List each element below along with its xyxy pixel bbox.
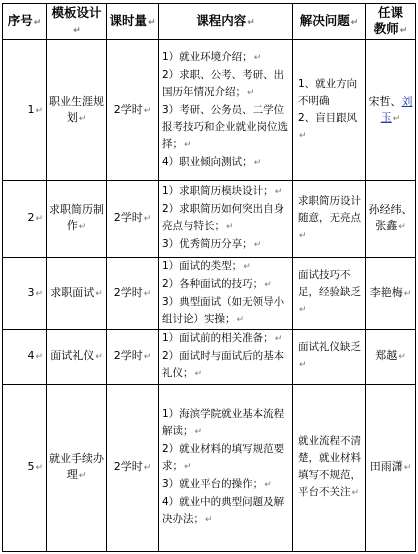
content-item: 3）优秀简历分享；↵ <box>162 238 262 251</box>
paragraph-mark: ↵ <box>194 369 203 380</box>
teacher-name: 李艳梅 <box>369 285 403 299</box>
paragraph-mark: ↵ <box>299 130 307 141</box>
content-item: 4）就业中的典型问题及解决办法；↵ <box>162 496 285 526</box>
paragraph-mark: ↵ <box>299 230 307 241</box>
content-list <box>162 258 290 329</box>
paragraph-mark: ↵ <box>95 288 103 299</box>
cell-content <box>159 384 293 551</box>
cell-teacher <box>366 40 416 181</box>
problem-text: 面试技巧不足，经验缺乏 <box>298 269 361 299</box>
cell-module <box>47 330 107 384</box>
paragraph-mark: ↵ <box>35 352 43 363</box>
cell-idx <box>3 40 47 181</box>
paragraph-mark: ↵ <box>205 515 213 526</box>
problem-text: 面试礼仪缺乏 <box>298 341 361 354</box>
paragraph-mark: ↵ <box>143 214 152 225</box>
paragraph-mark: ↵ <box>226 222 234 233</box>
header-module: 模板设计↵ <box>47 4 107 40</box>
row-index: 1 <box>27 102 35 116</box>
cell-hours <box>107 181 159 258</box>
paragraph-mark: ↵ <box>253 52 262 63</box>
header-row <box>3 4 416 40</box>
paragraph-mark: ↵ <box>264 279 272 290</box>
problem-text: 就业流程不清楚，就业材料填写不规范，平台不关注 <box>298 435 361 499</box>
cell-teacher <box>366 330 416 384</box>
cell-hours <box>107 40 159 181</box>
paragraph-mark: ↵ <box>78 113 87 124</box>
content-item: 4）职业倾向测试；↵ <box>162 155 262 168</box>
cell-hours <box>107 330 159 384</box>
header-problem: 解决问题↵ <box>293 4 366 40</box>
content-item: 2）求职、公考、考研、出国历年情况介绍；↵ <box>162 68 285 98</box>
content-item: 1）就业环境介绍；↵ <box>162 50 262 63</box>
row-index: 5 <box>27 460 35 474</box>
hours-value: 2学时 <box>113 211 143 225</box>
teacher-name: 郑越 <box>375 349 398 363</box>
cell-content <box>159 181 293 258</box>
header-content: 课程内容↵ <box>159 4 293 40</box>
paragraph-mark: ↵ <box>253 240 262 251</box>
cell-content <box>159 330 293 384</box>
content-item: 3）典型面试（如无领导小组讨论）实操；↵ <box>162 295 285 325</box>
content-item: 3）就业平台的操作；↵ <box>162 478 272 491</box>
row-index: 2 <box>27 211 35 225</box>
paragraph-mark: ↵ <box>35 288 43 299</box>
paragraph-mark: ↵ <box>35 214 43 225</box>
row-index: 4 <box>27 349 35 363</box>
paragraph-mark: ↵ <box>243 261 251 272</box>
cell-problem <box>293 40 366 181</box>
content-list <box>162 49 290 172</box>
hours-value: 2学时 <box>113 102 143 116</box>
teacher-name: 田雨潇 <box>369 460 403 474</box>
course-table <box>2 3 416 552</box>
content-item: 2）各种面试的技巧；↵ <box>162 277 272 290</box>
cell-module <box>47 181 107 258</box>
hours-value: 2学时 <box>113 349 143 363</box>
table-row <box>3 40 416 181</box>
cell-problem <box>293 330 366 384</box>
table-row <box>3 330 416 384</box>
cell-module <box>47 384 107 551</box>
paragraph-mark: ↵ <box>351 488 360 499</box>
table-row <box>3 384 416 551</box>
content-item: 1）面试的类型；↵ <box>162 259 251 272</box>
paragraph-mark: ↵ <box>264 480 272 491</box>
paragraph-mark: ↵ <box>274 187 283 198</box>
teacher-name: 宋哲、刘玉 <box>368 94 413 124</box>
paragraph-mark: ↵ <box>78 222 87 233</box>
teacher-name: 孙经纬、张鑫 <box>368 203 413 233</box>
paragraph-mark: ↵ <box>403 463 412 474</box>
cell-module <box>47 40 107 181</box>
module-name: 就业手续办理 <box>49 452 104 482</box>
paragraph-mark: ↵ <box>184 139 192 150</box>
cell-idx <box>3 257 47 330</box>
paragraph-mark: ↵ <box>143 105 152 116</box>
hours-value: 2学时 <box>113 460 143 474</box>
paragraph-mark: ↵ <box>247 87 255 98</box>
paragraph-mark: ↵ <box>78 471 87 482</box>
table-row <box>3 257 416 330</box>
module-name: 求职面试 <box>50 285 95 299</box>
hours-value: 2学时 <box>113 285 143 299</box>
paragraph-mark: ↵ <box>143 463 152 474</box>
paragraph-mark: ↵ <box>299 360 307 371</box>
paragraph-mark: ↵ <box>194 427 203 438</box>
paragraph-mark: ↵ <box>392 113 401 124</box>
cell-hours <box>107 257 159 330</box>
table-row <box>3 181 416 258</box>
content-item: 2）就业材料的填写规范要求；↵ <box>162 443 285 473</box>
content-item: 1）面试前的相关准备；↵ <box>162 332 283 345</box>
module-name: 面试礼仪 <box>50 349 95 363</box>
content-item: 1）求职简历模块设计；↵ <box>162 185 283 198</box>
paragraph-mark: ↵ <box>35 463 43 474</box>
cell-idx <box>3 330 47 384</box>
header-teacher: 任课 教师↵ <box>366 4 416 40</box>
paragraph-mark: ↵ <box>184 462 192 473</box>
cell-hours <box>107 384 159 551</box>
header-hours: 课时量↵ <box>107 4 159 40</box>
header-idx: 序号↵ <box>3 4 47 40</box>
cell-teacher <box>366 257 416 330</box>
content-item: 2）面试时与面试后的基本礼仪；↵ <box>162 350 285 380</box>
content-item: 2）求职简历如何突出自身亮点与特长；↵ <box>162 203 285 233</box>
cell-content <box>159 257 293 330</box>
cell-problem <box>293 384 366 551</box>
cell-content <box>159 40 293 181</box>
row-index: 3 <box>27 285 35 299</box>
paragraph-mark: ↵ <box>236 314 245 325</box>
cell-idx <box>3 181 47 258</box>
paragraph-mark: ↵ <box>95 352 103 363</box>
paragraph-mark: ↵ <box>299 305 307 316</box>
module-name: 职业生涯规划 <box>49 94 104 124</box>
paragraph-mark: ↵ <box>398 222 406 233</box>
problem-text: 求职简历设计随意，无亮点 <box>298 194 361 224</box>
paragraph-mark: ↵ <box>398 352 406 363</box>
content-item: 3）考研、公务员、二学位报考技巧和企业就业岗位选择；↵ <box>162 103 288 150</box>
paragraph-mark: ↵ <box>143 288 152 299</box>
cell-teacher <box>366 384 416 551</box>
paragraph-mark: ↵ <box>143 352 152 363</box>
cell-problem <box>293 181 366 258</box>
cell-idx <box>3 384 47 551</box>
cell-problem <box>293 257 366 330</box>
paragraph-mark: ↵ <box>253 157 262 168</box>
paragraph-mark: ↵ <box>403 288 412 299</box>
content-item: 1）海滨学院就业基本流程解读；↵ <box>162 408 285 438</box>
paragraph-mark: ↵ <box>35 105 43 116</box>
content-list <box>162 183 290 254</box>
problem-text: 1、就业方向不明确 2、盲目跟风 <box>298 77 358 124</box>
cell-teacher <box>366 181 416 258</box>
content-list <box>162 330 290 383</box>
content-list <box>162 406 290 529</box>
cell-module <box>47 257 107 330</box>
paragraph-mark: ↵ <box>274 334 283 345</box>
module-name: 求职简历制作 <box>49 203 104 233</box>
